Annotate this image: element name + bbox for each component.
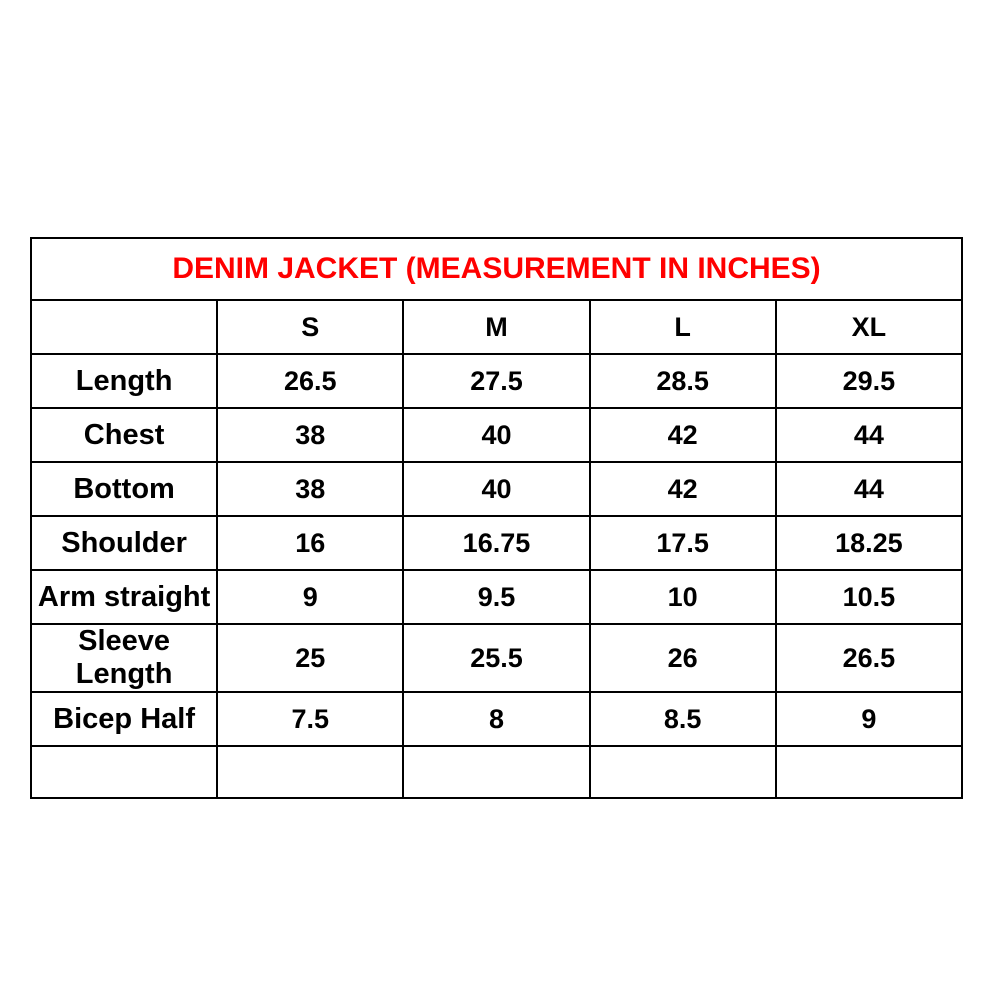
cell-length-l: 28.5 [590,354,776,408]
cell-sleeve-length-m: 25.5 [403,624,589,692]
table-row [31,570,962,624]
cell-empty-xl [776,746,962,798]
header-corner-cell [31,300,217,354]
cell-chest-s: 38 [217,408,403,462]
row-label-empty [31,746,217,798]
cell-sleeve-length-xl: 26.5 [776,624,962,692]
cell-length-m: 27.5 [403,354,589,408]
row-label-bottom: Bottom [31,462,217,516]
cell-bottom-xl: 44 [776,462,962,516]
table-row [31,624,962,692]
table-row [31,746,962,798]
cell-empty-l [590,746,776,798]
table-header-row [31,300,962,354]
cell-arm-straight-s: 9 [217,570,403,624]
cell-bicep-half-xl: 9 [776,692,962,746]
cell-bicep-half-l: 8.5 [590,692,776,746]
row-label-chest: Chest [31,408,217,462]
cell-bottom-s: 38 [217,462,403,516]
row-label-arm-straight: Arm straight [31,570,217,624]
cell-bicep-half-m: 8 [403,692,589,746]
cell-shoulder-xl: 18.25 [776,516,962,570]
cell-sleeve-length-l: 26 [590,624,776,692]
chart-title: DENIM JACKET (MEASUREMENT IN INCHES) [31,238,962,300]
size-chart-container [30,237,963,799]
table-row [31,692,962,746]
table-row [31,516,962,570]
cell-empty-s [217,746,403,798]
table-title-row [31,238,962,300]
cell-empty-m [403,746,589,798]
header-size-l: L [590,300,776,354]
table-row [31,462,962,516]
cell-arm-straight-m: 9.5 [403,570,589,624]
cell-shoulder-m: 16.75 [403,516,589,570]
cell-bottom-m: 40 [403,462,589,516]
cell-bicep-half-s: 7.5 [217,692,403,746]
row-label-bicep-half: Bicep Half [31,692,217,746]
cell-shoulder-s: 16 [217,516,403,570]
cell-length-s: 26.5 [217,354,403,408]
size-chart-table [30,237,963,799]
cell-arm-straight-l: 10 [590,570,776,624]
cell-length-xl: 29.5 [776,354,962,408]
cell-chest-m: 40 [403,408,589,462]
cell-arm-straight-xl: 10.5 [776,570,962,624]
table-row [31,408,962,462]
header-size-xl: XL [776,300,962,354]
cell-chest-l: 42 [590,408,776,462]
header-size-s: S [217,300,403,354]
cell-bottom-l: 42 [590,462,776,516]
row-label-shoulder: Shoulder [31,516,217,570]
cell-sleeve-length-s: 25 [217,624,403,692]
row-label-sleeve-length: Sleeve Length [31,624,217,692]
cell-shoulder-l: 17.5 [590,516,776,570]
header-size-m: M [403,300,589,354]
row-label-length: Length [31,354,217,408]
table-row [31,354,962,408]
cell-chest-xl: 44 [776,408,962,462]
